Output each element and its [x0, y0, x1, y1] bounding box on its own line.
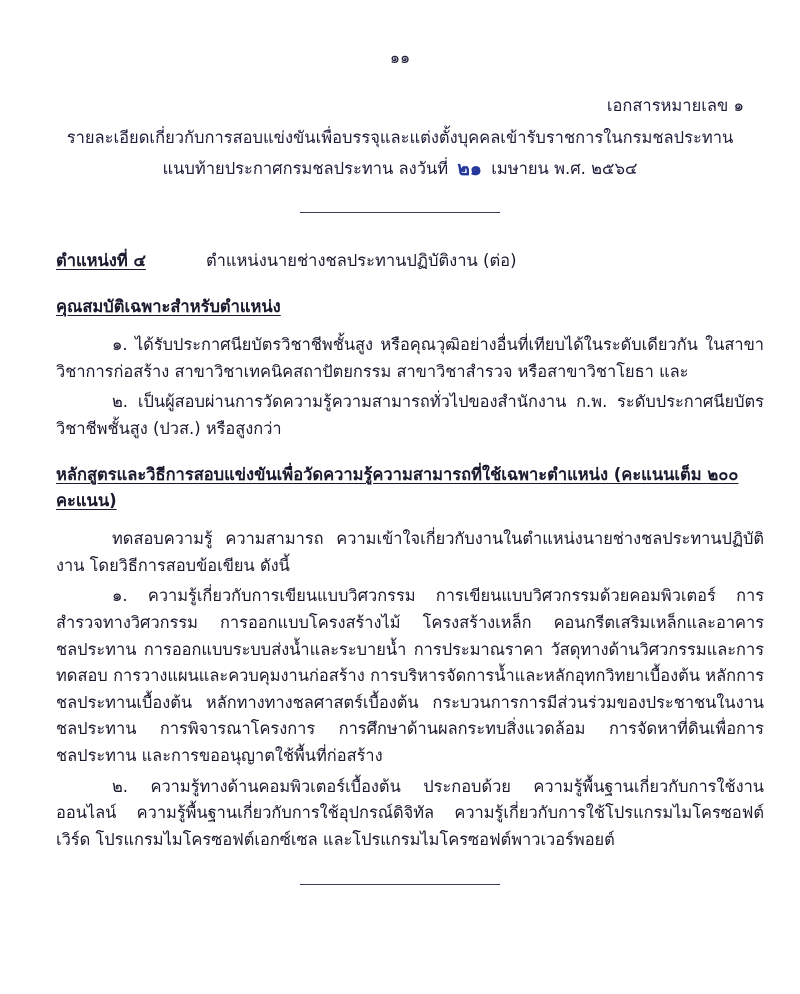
curriculum-intro: ทดสอบความรู้ ความสามารถ ความเข้าใจเกี่ยวกับงานในตำแหน่งนายช่างชลประทานปฏิบัติงาน โดยวิธีการสอบข้อเขียน ดังนี้ — [56, 529, 764, 575]
curriculum-body — [56, 526, 764, 853]
curriculum-item-1: ๑. ความรู้เกี่ยวกับการเขียนแบบวิศวกรรม การเขียนแบบวิศวกรรมด้วยคอมพิวเตอร์ การสำรวจทางวิศวกรรม การออกแบบโครงสร้างไม้ โครงสร้างเหล็ก คอนกรีตเสริมเหล็กและอาคารชลประทาน การออกแบบระบบส่งน้ำและระบายน้ำ การประมาณราคา วัสดุทางด้านวิศวกรรมและการทดสอบ การวางแผนและควบคุมงานก่อสร้าง การบริหารจัดการน้ำและหลักอุทกวิทยาเบื้องต้น หลักการชลประทานเบื้องต้น หลักทางทางชลศาสตร์เบื้องต้น กระบวนการการมีส่วนร่วมของประชาชนในงานชลประทาน การพิจารณาโครงการ การศึกษาด้านผลกระทบสิ่งแวดล้อม การจัดหาที่ดินเพื่อการชลประทาน และการขออนุญาตใช้พื้นที่ก่อสร้าง — [56, 586, 764, 765]
section-heading-curriculum: หลักสูตรและวิธีการสอบแข่งขันเพื่อวัดความรู้ความสามารถที่ใช้เฉพาะตำแหน่ง (คะแนนเต็ม ๒๐๐ คะแนน) — [56, 465, 739, 511]
document-reference-label: เอกสารหมายเลข ๑ — [606, 96, 744, 115]
section-heading-qualifications: คุณสมบัติเฉพาะสำหรับตำแหน่ง — [56, 297, 281, 316]
announcement-day-handwritten: ๒๑ — [457, 158, 482, 181]
position-label: ตำแหน่งที่ ๔ — [56, 251, 146, 270]
document-title-line-1: รายละเอียดเกี่ยวกับการสอบแข่งขันเพื่อบรรจุและแต่งตั้งบุคคลเข้ารับราชการในกรมชลประทาน — [66, 128, 734, 147]
divider-top — [300, 212, 500, 213]
qualification-item-2: ๒. เป็นผู้สอบผ่านการวัดความรู้ความสามารถทั่วไปของสำนักงาน ก.พ. ระดับประกาศนียบัตรวิชาชีพชั้นสูง (ปวส.) หรือสูงกว่า — [56, 392, 764, 438]
announcement-month-year: เมษายน พ.ศ. ๒๕๖๔ — [491, 159, 638, 179]
position-value: ตำแหน่งนายช่างชลประทานปฏิบัติงาน (ต่อ) — [205, 251, 517, 270]
curriculum-item-2: ๒. ความรู้ทางด้านคอมพิวเตอร์เบื้องต้น ประกอบด้วย ความรู้พื้นฐานเกี่ยวกับการใช้งานออนไลน์ ความรู้พื้นฐานเกี่ยวกับการใช้อุปกรณ์ดิจิทัล ความรู้เกี่ยวกับการใช้โปรแกรมไมโครซอฟต์เวิร์ด โปรแกรมไมโครซอฟต์เอกซ์เซล และโปรแกรมไมโครซอฟต์พาวเวอร์พอยต์ — [56, 776, 764, 849]
divider-bottom — [300, 884, 500, 885]
document-title-block — [0, 124, 800, 185]
document-body — [10, 248, 800, 863]
document-title-line-2 — [0, 153, 800, 184]
page-number: ๑๑ — [389, 48, 411, 67]
position-row — [56, 248, 764, 274]
qualification-item-1: ๑. ได้รับประกาศนียบัตรวิชาชีพชั้นสูง หรือคุณวุฒิอย่างอื่นที่เทียบได้ในระดับเดียวกัน ในสาขาวิชาการก่อสร้าง สาขาวิชาเทคนิคสถาปัตยกรรม สาขาวิชาสำรวจ หรือสาขาวิชาโยธา และ — [56, 335, 764, 381]
announcement-date-prefix: แนบท้ายประกาศกรมชลประทาน ลงวันที่ — [162, 159, 449, 179]
qualifications-list — [56, 332, 764, 442]
